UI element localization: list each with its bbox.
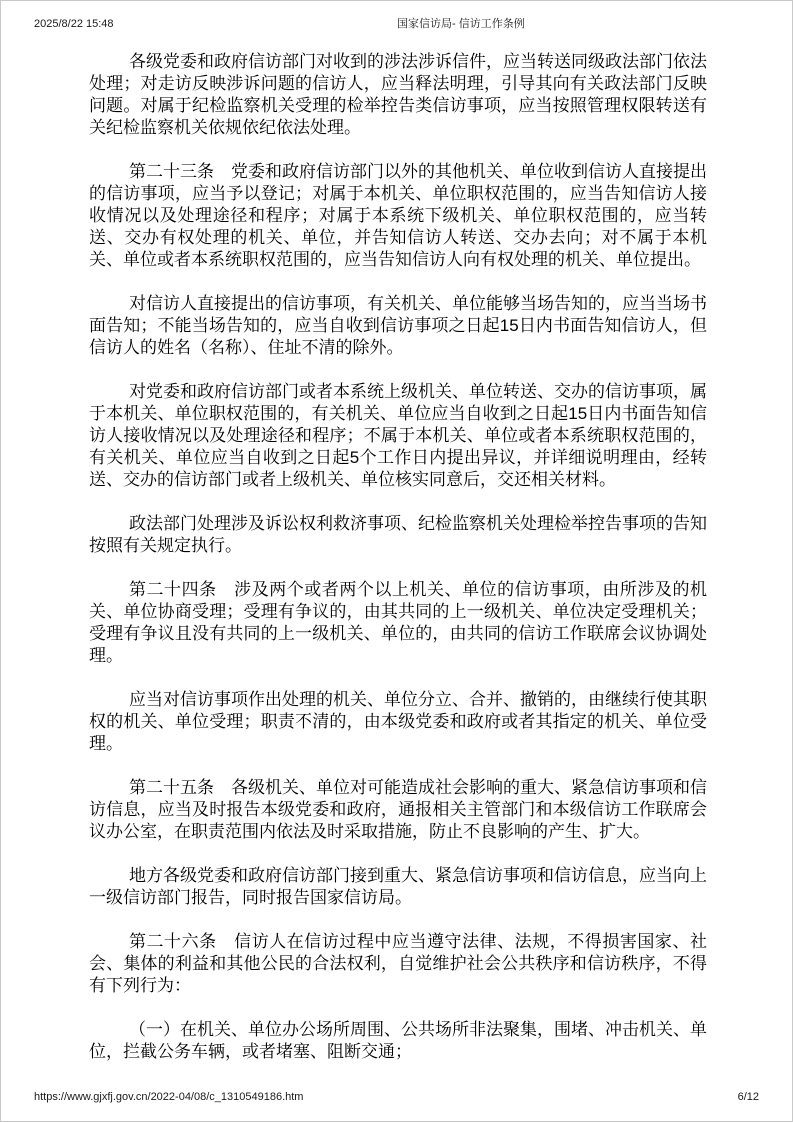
- document-body: [89, 51, 707, 1063]
- paragraph: 各级党委和政府信访部门对收到的涉法涉诉信件，应当转送同级政法部门依法处理；对走访反映涉诉问题的信访人，应当释法明理，引导其向有关政法部门反映问题。对属于纪检监察机关受理的检举控告类信访事项，应当按照管理权限转送有关纪检监察机关依规依纪依法处理。: [89, 52, 707, 137]
- paragraph: 对党委和政府信访部门或者本系统上级机关、单位转送、交办的信访事项，属于本机关、单位职权范围的，有关机关、单位应当自收到之日起15日内书面告知信访人接收情况以及处理途径和程序；不属于本机关、单位或者本系统职权范围的，有关机关、单位应当自收到之日起5个工作日内提出异议，并详细说明理由，经转送、交办的信访部门或者上级机关、单位核实同意后，交还相关材料。: [89, 382, 707, 489]
- paragraph: 对信访人直接提出的信访事项，有关机关、单位能够当场告知的，应当当场书面告知；不能当场告知的，应当自收到信访事项之日起15日内书面告知信访人，但信访人的姓名（名称）、住址不清的除外。: [89, 294, 707, 357]
- paragraph: 第二十四条 涉及两个或者两个以上机关、单位的信访事项，由所涉及的机关、单位协商受理；受理有争议的，由其共同的上一级机关、单位决定受理机关；受理有争议且没有共同的上一级机关、单位的，由共同的信访工作联席会议协调处理。: [89, 580, 707, 665]
- paragraph: 应当对信访事项作出处理的机关、单位分立、合并、撤销的，由继续行使其职权的机关、单位受理；职责不清的，由本级党委和政府或者其指定的机关、单位受理。: [89, 690, 707, 753]
- print-footer-url: https://www.gjxfj.gov.cn/2022-04/08/c_1310549186.htm: [34, 1091, 304, 1103]
- paragraph: 第二十六条 信访人在信访过程中应当遵守法律、法规，不得损害国家、社会、集体的利益和其他公民的合法权利，自觉维护社会公共秩序和信访秩序，不得有下列行为：: [89, 932, 707, 995]
- paragraph: 地方各级党委和政府信访部门接到重大、紧急信访事项和信访信息，应当向上一级信访部门报告，同时报告国家信访局。: [89, 866, 707, 907]
- print-header-title: 国家信访局- 信访工作条例: [397, 18, 525, 30]
- print-header-datetime: 2025/8/22 15:48: [34, 18, 114, 30]
- print-footer-page-indicator: 6/12: [737, 1091, 759, 1103]
- paragraph: 第二十三条 党委和政府信访部门以外的其他机关、单位收到信访人直接提出的信访事项，应当予以登记；对属于本机关、单位职权范围的，应当告知信访人接收情况以及处理途径和程序；对属于本系统下级机关、单位职权范围的，应当转送、交办有权处理的机关、单位，并告知信访人转送、交办去向；对不属于本机关、单位或者本系统职权范围的，应当告知信访人向有权处理的机关、单位提出。: [89, 162, 707, 269]
- paragraph: （一）在机关、单位办公场所周围、公共场所非法聚集，围堵、冲击机关、单位，拦截公务车辆，或者堵塞、阻断交通；: [89, 1020, 707, 1061]
- paragraph: 第二十五条 各级机关、单位对可能造成社会影响的重大、紧急信访事项和信访信息，应当及时报告本级党委和政府，通报相关主管部门和本级信访工作联席会议办公室，在职责范围内依法及时采取措施，防止不良影响的产生、扩大。: [89, 778, 707, 841]
- paragraph: 政法部门处理涉及诉讼权利救济事项、纪检监察机关处理检举控告事项的告知按照有关规定执行。: [89, 514, 707, 555]
